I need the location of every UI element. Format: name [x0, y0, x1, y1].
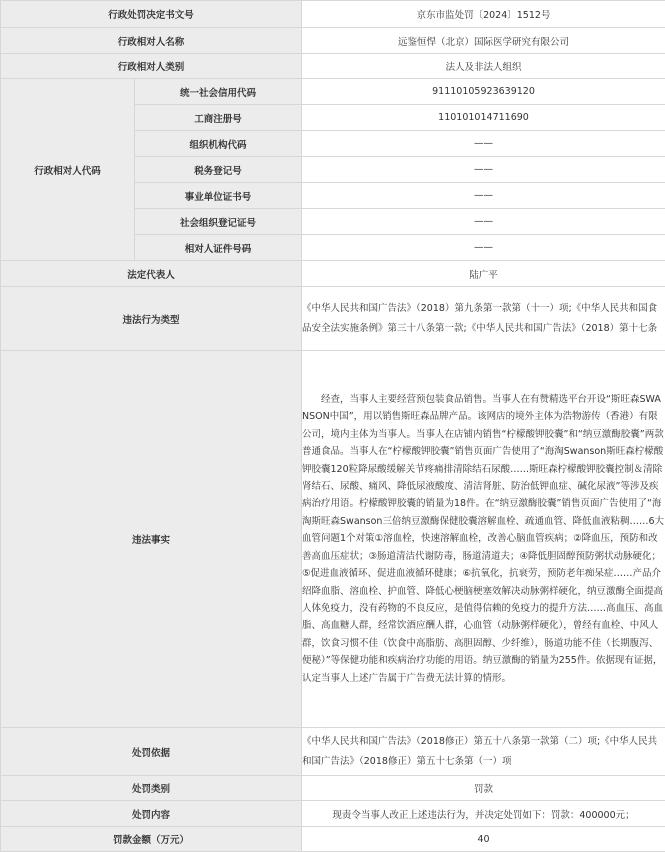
party-category-value: 法人及非法人组织: [302, 54, 665, 79]
basis-value: 《中华人民共和国广告法》（2018修正）第五十八条第一款第（二）项;《中华人民共和国广告法》（2018修正）第五十七条第（一）项: [302, 728, 665, 776]
party-name-value: 远鉴恒悍（北京）国际医学研究有限公司: [302, 28, 665, 54]
row-decision-no: [1, 1, 665, 28]
penalty-category-value: 罚款: [302, 776, 665, 801]
row-penalty-category: [1, 776, 665, 801]
row-party-name: [1, 28, 665, 54]
party-category-label: 行政相对人类别: [1, 54, 302, 79]
institution-cert-label: 事业单位证书号: [135, 183, 302, 209]
penalty-category-label: 处罚类别: [1, 776, 302, 801]
penalty-content-value: 现责令当事人改正上述违法行为，并决定处罚如下：罚款：400000元；: [302, 801, 665, 827]
party-code-label: 行政相对人代码: [1, 79, 135, 261]
fine-amount-value: 40: [302, 827, 665, 852]
row-penalty-content: [1, 801, 665, 827]
institution-cert-value: ——: [302, 183, 665, 209]
row-credit-code: [1, 79, 665, 105]
id-number-label: 相对人证件号码: [135, 235, 302, 261]
row-violation-type: [1, 287, 665, 351]
violation-type-label: 违法行为类型: [1, 287, 302, 351]
id-number-value: ——: [302, 235, 665, 261]
credit-code-value: 91110105923639120: [302, 79, 665, 105]
fine-amount-label: 罚款金额（万元）: [1, 827, 302, 852]
penalty-content-label: 处罚内容: [1, 801, 302, 827]
row-fine-amount: [1, 827, 665, 852]
legal-rep-value: 陆广平: [302, 261, 665, 287]
row-basis: [1, 728, 665, 776]
org-code-value: ——: [302, 131, 665, 157]
legal-rep-label: 法定代表人: [1, 261, 302, 287]
decision-no-value: 京东市监处罚〔2024〕1512号: [302, 1, 665, 28]
facts-label: 违法事实: [1, 351, 302, 728]
row-party-category: [1, 54, 665, 79]
credit-code-label: 统一社会信用代码: [135, 79, 302, 105]
registration-no-value: 110101014711690: [302, 105, 665, 131]
tax-no-value: ——: [302, 157, 665, 183]
facts-cell: [302, 351, 665, 728]
row-facts: [1, 351, 665, 728]
registration-no-label: 工商注册号: [135, 105, 302, 131]
decision-no-label: 行政处罚决定书文号: [1, 1, 302, 28]
facts-value: 经查，当事人主要经营预包装食品销售。当事人在有赞精选平台开设“斯旺森SWANSON中国”，用以销售斯旺森品牌产品。该网店的境外主体为浩物游传（香港）有限公司，境内主体为当事人。当事人在店铺内销售“柠檬酸钾胶囊”和“纳豆激酶胶囊”两款普通食品。当事人在“柠檬酸钾胶囊”销售页面广告使用了“海淘Swanson斯旺森柠檬酸钾胶囊120粒降尿酸缓解关节疼痛排清除结石尿酸……斯旺森柠檬酸钾胶囊控制＆清除肾结石、尿酸、痛风、降低尿液酸度、清洁肾脏、防治低钾血症、碱化尿液”等涉及疾病治疗用语。柠檬酸钾胶囊的销量为18件。在“纳豆激酶胶囊”销售页面广告使用了“海淘斯旺森Swanson三倍纳豆激酶保健胶囊溶解血栓、疏通血管、降低血液粘稠……6大血管问题1个对策①溶血栓，快速溶解血栓，改善心脑血管疾病；②降血压，预防和改善高血压症状；③肠道清洁代谢防毒，肠道清道夫；④降低胆固醇预防粥状动脉硬化；⑤促进血液循环、促进血液循环健康；⑥抗氧化，抗衰劳，预防老年痴呆症……产品介绍降血脂、溶血栓、护血管、降低心梗脑梗塞效解决动脉粥样硬化，纳豆激酶全面提高人体免疫力，没有药物的不良反应，是值得信赖的免疫力的提升方法……高血压、高血脂、高血糖人群，经常饮酒应酬人群，心血管（动脉粥样硬化），曾经有血栓、中风人群，饮食习惯不佳（饮食中高脂肪、高胆固醇、少纤维），肠道功能不佳（长期腹泻、便秘）”等保健功能和疾病治疗功能的用语。纳豆激酶的销量为255件。依据现有证据，认定当事人上述广告属于广告费无法计算的情形。: [302, 391, 665, 687]
social-org-cert-label: 社会组织登记证号: [135, 209, 302, 235]
tax-no-label: 税务登记号: [135, 157, 302, 183]
org-code-label: 组织机构代码: [135, 131, 302, 157]
social-org-cert-value: ——: [302, 209, 665, 235]
party-name-label: 行政相对人名称: [1, 28, 302, 54]
row-legal-rep: [1, 261, 665, 287]
basis-label: 处罚依据: [1, 728, 302, 776]
violation-type-value: 《中华人民共和国广告法》（2018）第九条第一款第（十一）项;《中华人民共和国食品安全法实施条例》第三十八条第一款;《中华人民共和国广告法》（2018）第十七条: [302, 287, 665, 351]
